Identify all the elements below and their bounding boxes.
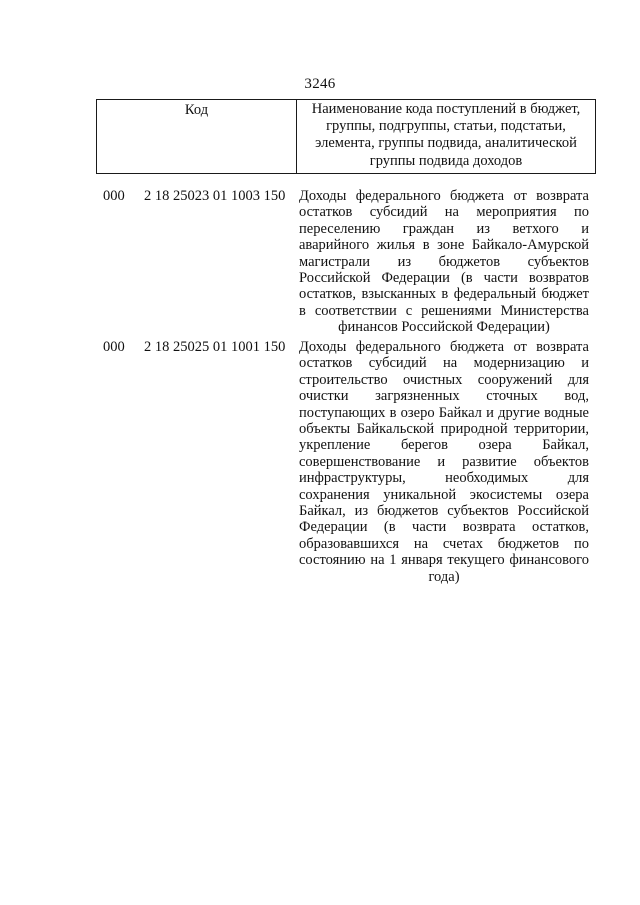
description-line: остатков субсидий на мероприятия по [299, 204, 589, 221]
description-line: Доходы федерального бюджета от возврата [299, 188, 589, 204]
description-line: Российской Федерации (в части возвратов [299, 270, 589, 287]
description-line: строительство очистных сооружений для [299, 371, 589, 388]
description-line: остатков субсидий на модернизацию и [299, 355, 589, 372]
income-description [299, 339, 589, 585]
description-line: совершенствование и развитие объектов [299, 453, 589, 470]
description-line: укрепление берегов озера Байкал, [299, 437, 589, 454]
description-line: остатков, взысканных в федеральный бюджет [299, 286, 589, 303]
description-line: поступающих в озеро Байкал и другие водные [299, 404, 589, 421]
admin-code: 000 [103, 188, 125, 204]
description-line: образовавшихся на счетах бюджетов по [299, 535, 589, 552]
description-line: инфраструктуры, необходимых для [299, 470, 589, 487]
name-column-header: Наименование кода поступлений в бюджет, группы, подгруппы, статьи, подстатьи, элемента, группы подвида, аналитической группы подвида доходов [311, 101, 581, 169]
page-number: 3246 [304, 76, 336, 92]
description-line: переселению граждан из ветхого и [299, 220, 589, 237]
table-header [96, 99, 596, 174]
description-line: состоянию на 1 января текущего финансового [299, 552, 589, 569]
description-line: магистрали из бюджетов субъектов [299, 253, 589, 270]
description-line: Доходы федерального бюджета от возврата [299, 339, 589, 355]
description-line: объекты Байкальской природной территории, [299, 421, 589, 438]
description-line: очистки загрязненных сточных вод, [299, 388, 589, 405]
description-line: сохранения уникальной экосистемы озера [299, 486, 589, 503]
description-line: аварийного жилья в зоне Байкало-Амурской [299, 237, 589, 254]
income-code: 2 18 25023 01 1003 150 [144, 188, 286, 204]
income-description [299, 188, 589, 336]
description-line: в соответствии с решениями Министерства [299, 302, 589, 319]
description-line: Федерации (в части возврата остатков, [299, 519, 589, 536]
code-column-header: Код [97, 100, 297, 173]
description-line: финансов Российской Федерации) [338, 319, 550, 336]
description-line: Байкал, из бюджетов субъектов Российской [299, 503, 589, 520]
income-code: 2 18 25025 01 1001 150 [144, 339, 286, 355]
description-line: года) [428, 568, 460, 585]
admin-code: 000 [103, 339, 125, 355]
